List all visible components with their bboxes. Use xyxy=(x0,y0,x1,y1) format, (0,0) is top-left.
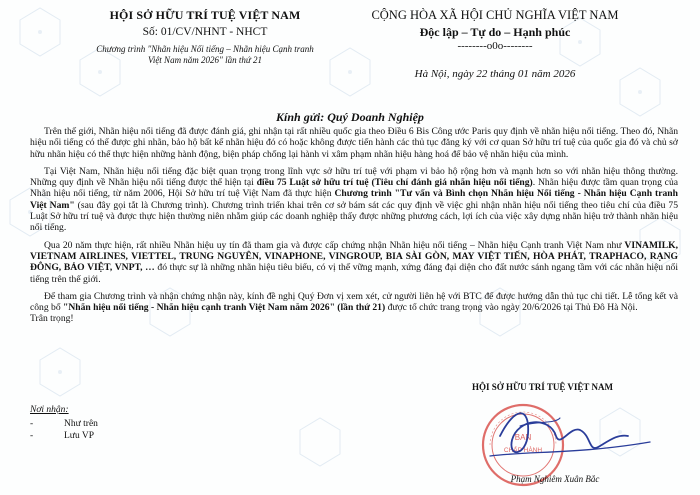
paragraph-4 xyxy=(30,291,678,314)
signature-organization: HỘI SỞ HỮU TRÍ TUỆ VIỆT NAM xyxy=(471,382,614,392)
paragraph-1: Trên thế giới, Nhãn hiệu nổi tiếng đã được đánh giá, ghi nhận tại rất nhiều quốc gia theo Điều 6 Bis Công ước Paris quy định về nhãn hiệu nổi tiếng. Theo đó, Nhãn hiệu nổi tiếng có thể được ghi nhãn, bảo hộ bất kể nhãn hiệu đó có hoặc không được tiến hành các thủ tục đăng ký với cơ quan Sở hữu trí tuệ của quốc gia đó và chủ sở hữu nhãn hiệu có thể thực hiện những hành động, biện pháp chống lại hành vi xâm phạm nhãn hiệu hàng hoá để bảo vệ nhãn hiệu của mình. xyxy=(30,126,678,160)
document-date: Hà Nội, ngày 22 tháng 01 năm 2026 xyxy=(414,68,576,80)
recipient-text: Lưu VP xyxy=(64,431,95,441)
recipient-item xyxy=(30,430,98,442)
paragraph-2-text-2: . Nhãn hiệu được tầm quan trọng của Nhãn hiệu nổi tiếng, từ năm 2006, Hội Sở hữu trí tuệ Việt Nam đã thực hiện xyxy=(30,177,678,200)
svg-text:CHẤP HÀNH: CHẤP HÀNH xyxy=(503,447,543,454)
organization-name: HỘI SỞ HỮU TRÍ TUỆ VIỆT NAM xyxy=(109,8,301,22)
national-motto: Độc lập – Tự do – Hạnh phúc xyxy=(419,25,571,39)
handwritten-signature xyxy=(460,396,670,478)
signer-name: Phạm Nghiêm Xuân Bắc xyxy=(510,474,600,484)
signature-block xyxy=(440,382,645,392)
paragraph-4-bold-1: "Nhãn hiệu nổi tiếng - Nhãn hiệu cạnh tranh Việt Nam năm 2026" (lần thứ 21) xyxy=(63,302,386,314)
paragraph-4-text-2: được tổ chức trang trọng vào ngày 20/6/2026 tại Thủ Đô Hà Nội. xyxy=(385,302,638,314)
separator: --------o0o-------- xyxy=(457,40,533,52)
paragraph-2-bold-1: điều 75 Luật sở hữu trí tuệ (Tiêu chí đánh giá nhãn hiệu nổi tiếng) xyxy=(256,177,533,189)
closing: Trân trọng! xyxy=(30,313,74,325)
recipients-title: Nơi nhận: xyxy=(30,405,69,415)
paragraph-3-text-2: đó thực sự là những nhãn hiệu tiêu biểu, có vị thế vững mạnh, xứng đáng đại diện cho đất nước sánh ngang tầm với các nhãn hiệu nổi tiếng trên thế giới. xyxy=(30,262,678,285)
paragraph-3-text-1: Qua 20 năm thực hiện, rất nhiều Nhãn hiệu uy tín đã tham gia và được cấp chứng nhận Nhãn hiệu nổi tiếng – Nhãn hiệu Cạnh tranh Việt Nam như xyxy=(44,239,625,251)
paragraph-2 xyxy=(30,166,678,234)
recipient-dash: - xyxy=(30,419,34,429)
paragraph-4-text-1: Để tham gia Chương trình và nhận chứng nhận này, kính đề nghị Quý Đơn vị xem xét, cử người liên hệ với BTC để được hướng dẫn thủ tục chi tiết. Lễ tổng kết và công bố xyxy=(30,290,678,314)
national-title: CỘNG HÒA XÃ HỘI CHỦ NGHĨA VIỆT NAM xyxy=(371,8,619,22)
recipient-item xyxy=(30,418,98,430)
program-line-2: Việt Nam năm 2026" lần thứ 21 xyxy=(147,55,263,65)
paragraph-2-bold-2: Chương trình "Tư vấn và Bình chọn Nhãn hiệu Nổi tiếng - Nhãn hiệu Cạnh tranh Việt Nam" xyxy=(30,188,678,211)
paragraph-3 xyxy=(30,240,678,285)
program-line-1: Chương trình "Nhãn hiệu Nổi tiếng – Nhãn hiệu Cạnh tranh xyxy=(96,44,314,54)
paragraph-2-text-1: Tại Việt Nam, Nhãn hiệu nổi tiếng đặc biệt quan trọng trong lĩnh vực sở hữu trí tuệ với phạm vi bảo hộ rộng hơn và mạnh hơn so với nhãn hiệu thông thường. Những quy định về Nhãn hiệu nổi tiếng được thể hiện tại xyxy=(30,165,678,189)
header-right xyxy=(345,8,645,80)
recipient-text: Như trên xyxy=(64,419,98,429)
header-left xyxy=(80,8,330,66)
svg-text:BAN: BAN xyxy=(514,433,532,442)
salutation: Kính gửi: Quý Doanh Nghiệp xyxy=(276,110,424,124)
paragraph-2-text-3: (sau đây gọi tắt là Chương trình). Chương trình triển khai trên cơ sở bám sát các quy định về việc ghi nhận nhãn hiệu nổi tiếng theo tiêu chí của điều 75 Luật Sở hữu trí tuệ và được thực hiện thường niên nhằm giúp các doanh nghiệp thấy được những phương cách, lợi ích của việc xây dựng nhãn hiệu trở thành nhãn hiệu nổi tiếng. xyxy=(30,199,679,234)
document-number: Số: 01/CV/NHNT - NHCT xyxy=(142,26,268,38)
recipients-list xyxy=(30,404,98,442)
brand-list: VINAMILK, VIETNAM AIRLINES, VIETTEL, TRUNG NGUYÊN, VINAPHONE, VINGROUP, BIA SÀI GÒN, MAY VIỆT TIẾN, HÒA PHÁT, TRAPHACO, RẠNG ĐÔNG, BẢO VIỆT, VNPT, … xyxy=(30,239,678,274)
recipient-dash: - xyxy=(30,431,34,441)
program-name xyxy=(80,44,330,66)
letter-body xyxy=(30,126,678,331)
